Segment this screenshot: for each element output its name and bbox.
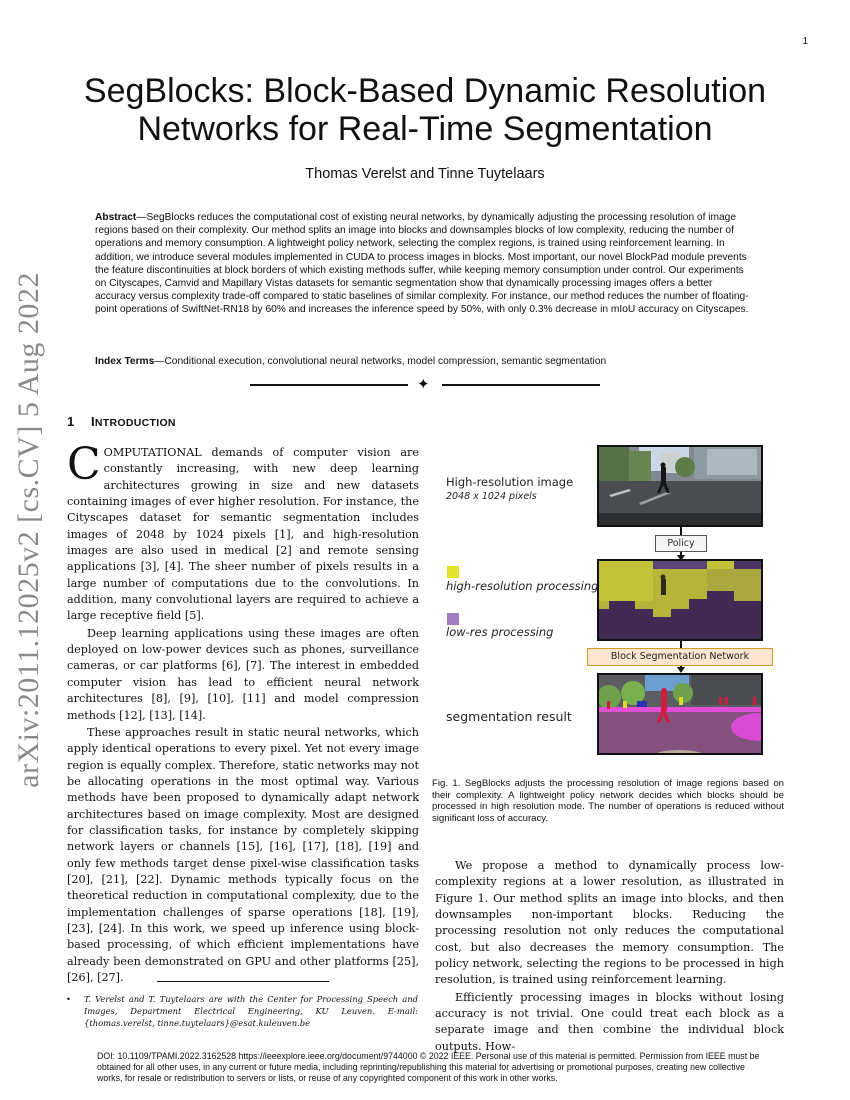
footnote xyxy=(66,993,418,1029)
figure-1-caption: Fig. 1. SegBlocks adjusts the processing resolution of image regions based on their complexity. A lightweight policy network decides which blocks should be processed in high resolution mode. The number of operations is reduced without significant loss of accuracy. xyxy=(432,778,784,824)
right-paragraph-1: We propose a method to dynamically process low-complexity regions at a lower resolution, as illustrated in Figure 1. Our method splits an image into blocks, and then downsamples non-important blocks. Reducing the processing resolution not only reduces the computational cost, but also decreases the memory consumption. The policy network, selecting the regions to be processed in high resolution, is trained using reinforcement learning. xyxy=(435,859,784,987)
input-image-label xyxy=(446,475,573,502)
legend-swatch-low-res xyxy=(447,613,459,625)
input-label-text: High-resolution image xyxy=(446,475,574,489)
abstract-text: —SegBlocks reduces the computational cost of existing neural networks, by dynamically adjusting the processing resolution of image regions based on their complexity. Our method splits an image into blocks and downsamples blocks of low complexity, reducing the number of operations and memory consumption. A lightweight policy network, selecting the complex regions, is trained using reinforcement learning. In addition, we introduce several modules implemented in CUDA to process images in blocks. Most important, our novel BlockPad module prevents the feature discontinuities at block borders of which existing methods suffer, while keeping memory consumption under control. Our experiments on Cityscapes, Camvid and Mapillary Vistas datasets for semantic segmentation show that dynamically processing images offers a better accuracy versus complexity trade-off compared to static baselines of similar complexity. For instance, our method reduces the number of floating-point operations of SwiftNet-RN18 by 60% and increases the inference speed by 50%, with only 0.3% decrease in mIoU accuracy on Cityscapes. xyxy=(95,212,749,316)
footnote-text: T. Verelst and T. Tuytelaars are with the Center for Processing Speech and Images, Department Electrical Engineering, KU Leuven. E-mail: {thomas.verelst, tinne.tuytelaars}@esat.kuleuven.be xyxy=(84,994,418,1028)
right-column xyxy=(435,858,784,1055)
section-title-initial: I xyxy=(91,414,95,429)
connector-line-1 xyxy=(680,527,682,535)
index-terms-text: —Conditional execution, convolutional neural networks, model compression, semantic segmentation xyxy=(154,356,607,367)
intro-paragraph-2: Deep learning applications using these images are often deployed on low-power devices such as phones, surveillance cameras, or car platforms [6], [7]. The interest in embedded computer vision has lead to efficient neural network architectures [8], [9], [10], [11] and model compression methods [12], [13], [14]. xyxy=(67,626,419,722)
page-number: 1 xyxy=(802,36,808,47)
connector-line-3 xyxy=(680,641,682,648)
footnote-rule xyxy=(157,981,329,982)
intro-paragraph-1 xyxy=(67,439,419,625)
block-mask-overlay xyxy=(599,561,761,639)
index-terms xyxy=(95,356,755,367)
segmentation-result-image xyxy=(597,673,763,755)
diamond-ornament-icon: ✦ xyxy=(417,375,430,393)
policy-box: Policy xyxy=(655,535,707,552)
left-column xyxy=(67,439,419,986)
arxiv-stamp-text: arXiv:2011.12025v2 [cs.CV] 5 Aug 2022 xyxy=(12,272,45,788)
section-title-rest: NTRODUCTION xyxy=(94,417,176,429)
intro-smallcaps: OMPUTATIONAL xyxy=(103,446,202,459)
dropcap: C xyxy=(67,439,101,490)
intro-paragraph-3: These approaches result in static neural networks, which apply identical operations to every pixel. Yet not every image region is equally complex. Therefore, static networks may not be allocating operations in the most optimal way. Various methods have been proposed to dynamically adapt network architectures based on image complexity. Most are designed for classification tasks, for instance by completely skipping network layers or channels [15], [16], [17], [18], [19] and only few methods target dense pixel-wise classification tasks [20], [21], [22]. Dynamic methods typically focus on the theoretical reduction in computational complexity, due to the implementation challenges of sparse operations [18], [19], [23], [24]. In this work, we speed up inference using block-based processing, of which efficient implementations have already been demonstrated on GPU and other platforms [25], [26], [27]. xyxy=(67,725,419,984)
abstract-label: Abstract xyxy=(95,212,137,223)
footnote-bullet: • xyxy=(66,994,71,1004)
divider-left xyxy=(250,384,408,386)
street-scene-image xyxy=(599,447,761,525)
authors: Thomas Verelst and Tinne Tuytelaars xyxy=(305,166,545,182)
section-heading-introduction xyxy=(67,414,176,429)
legend-label-low-res: low-res processing xyxy=(446,625,554,639)
copyright-notice: DOI: 10.1109/TPAMI.2022.3162528 https://ieeexplore.ieee.org/document/9744000 © 2022 IEEE. Personal use of this material is permitted. Permission from IEEE must be obtained for all other uses, in any current or future media, including reprinting/republishing this material for advertising or promotional purposes, creating new collective works, for resale or redistribution to servers or lists, or reuse of any copyrighted component of this work in other works. xyxy=(97,1051,760,1084)
right-paragraph-2: Efficiently processing images in blocks without losing accuracy is not trivial. One could treat each block as a separate image and then combine the individual block outputs. How- xyxy=(435,990,784,1053)
legend-swatch-high-res xyxy=(447,566,459,578)
block-segmentation-network-box: Block Segmentation Network xyxy=(587,648,773,666)
paper-title xyxy=(60,72,790,148)
title-line-1: SegBlocks: Block-Based Dynamic Resolution xyxy=(83,72,767,110)
figure-1 xyxy=(437,440,793,770)
input-sublabel: 2048 x 1024 pixels xyxy=(446,491,537,502)
legend-label-high-res: high-resolution processing xyxy=(446,579,599,593)
section-number: 1 xyxy=(67,414,75,429)
output-label: segmentation result xyxy=(446,709,572,724)
arxiv-stamp xyxy=(4,272,54,788)
divider-right xyxy=(442,384,600,386)
title-line-2: Networks for Real-Time Segmentation xyxy=(137,110,713,148)
block-mask-image xyxy=(597,559,763,641)
segmentation-map xyxy=(599,675,761,753)
intro-p1-text: demands of computer vision are constantly increasing, with new deep learning architectures growing in size and new datasets containing images of ever higher resolution. For instance, the Cityscapes dataset for semantic segmentation includes images of 2048 by 1024 pixels [1], and high-resolution images are also used in medical [2] and remote sensing applications [3], [4]. The sheer number of pixels results in a large number of computations due to the convolutions. In addition, many convolutional layers are required to achieve a large receptive field [5]. xyxy=(67,446,419,623)
abstract xyxy=(95,211,755,317)
input-street-image xyxy=(597,445,763,527)
index-terms-label: Index Terms xyxy=(95,356,155,367)
